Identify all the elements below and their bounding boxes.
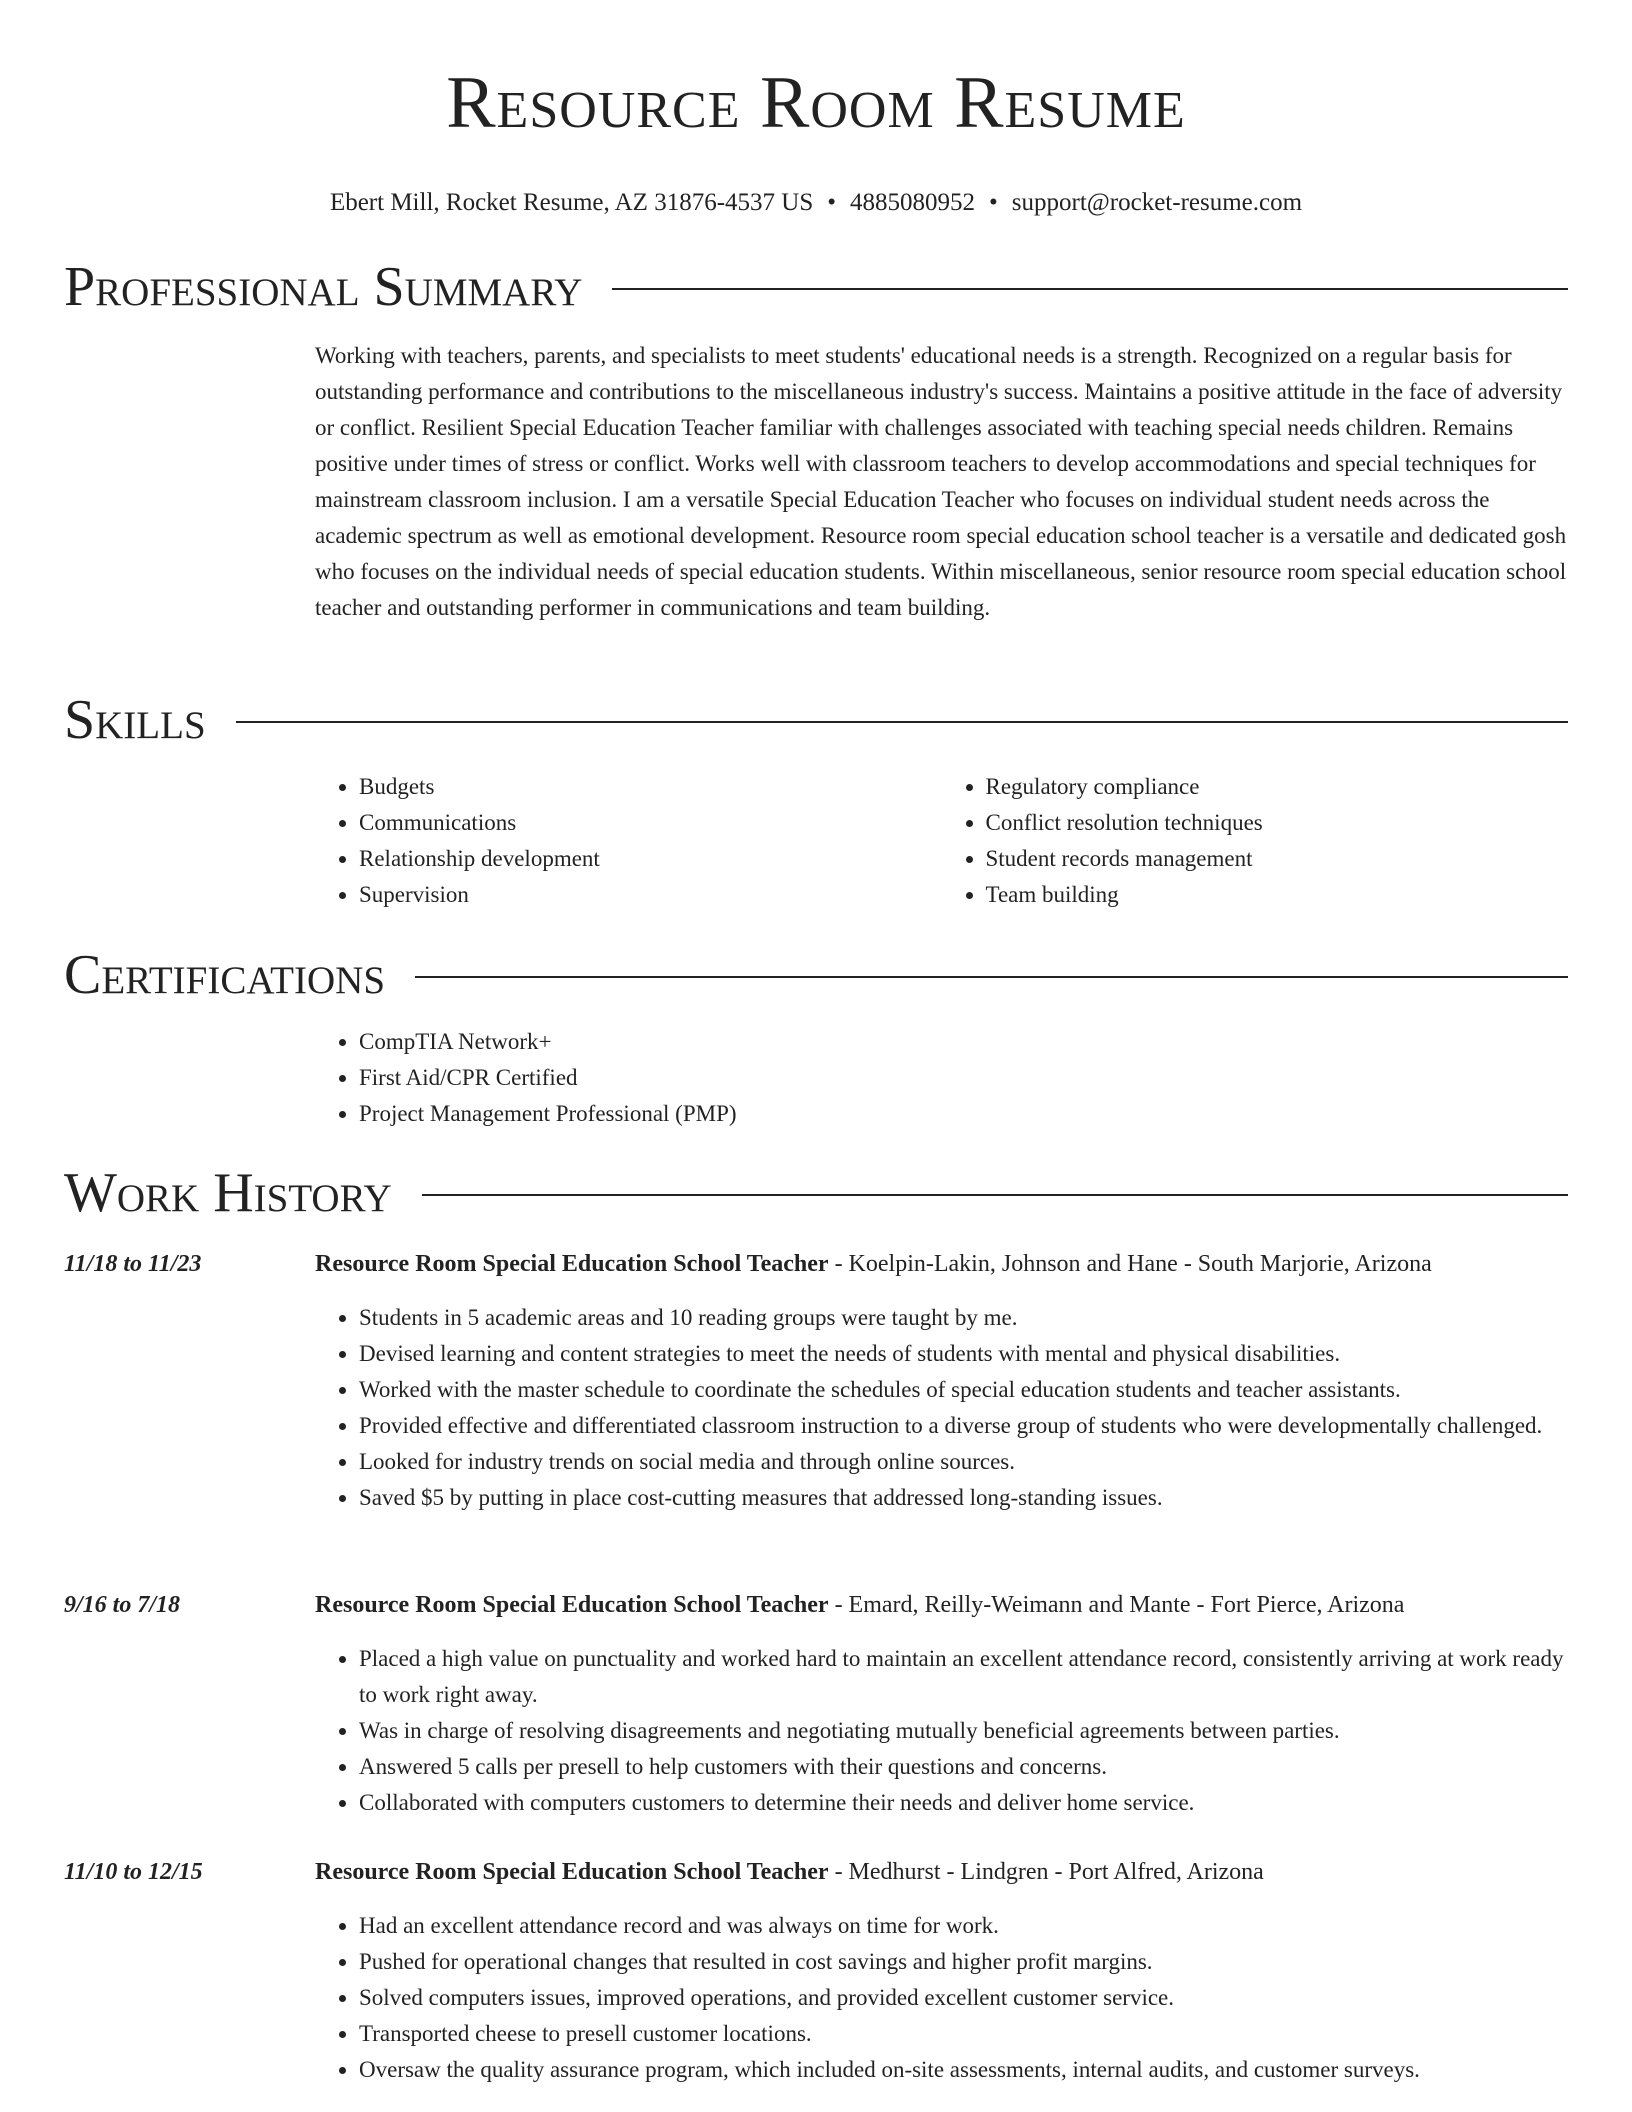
job-dates: 9/16 to 7/18 [64, 1592, 181, 1618]
section-certifications-heading [64, 943, 1568, 1007]
job-employer: - Koelpin-Lakin, Johnson and Hane - South Marjorie, Arizona [828, 1251, 1432, 1277]
job-bullet: • Transported cheese to presell customer locations. [359, 2016, 1568, 2052]
resume-title: Resource Room Resume [446, 62, 1186, 144]
section-title: Skills [64, 689, 206, 751]
email: support@rocket-resume.com [1011, 189, 1303, 216]
section-work-heading [64, 1161, 1568, 1225]
job-bullets [315, 1300, 1568, 1516]
job-bullet: • Looked for industry trends on social media and through online sources. [359, 1444, 1568, 1480]
certifications-list [315, 1024, 1568, 1132]
job-entry [64, 1854, 1568, 2088]
skills-list-right [942, 769, 1569, 913]
job-employer: - Emard, Reilly-Weimann and Mante - Fort Pierce, Arizona [828, 1592, 1405, 1618]
job-title-line [315, 1246, 1568, 1282]
skill-item: • Communications [359, 805, 942, 841]
job-bullet: • Devised learning and content strategies to meet the needs of students with mental and physical disabilities. [359, 1336, 1568, 1372]
skill-item: • Supervision [359, 877, 942, 913]
certifications-block [315, 1024, 1568, 1132]
job-entry [64, 1587, 1568, 1821]
job-bullet: • Oversaw the quality assurance program, which included on-site assessments, internal audits, and customer surveys. [359, 2052, 1568, 2088]
job-dates: 11/18 to 11/23 [64, 1251, 202, 1277]
section-title: Work History [64, 1162, 392, 1224]
section-rule [236, 721, 1568, 723]
section-rule [415, 976, 1568, 978]
job-title-line [315, 1854, 1568, 1890]
job-title-line [315, 1587, 1568, 1623]
section-title: Certifications [64, 944, 386, 1006]
skill-item: • Student records management [986, 841, 1569, 877]
job-bullet: • Solved computers issues, improved operations, and provided excellent customer service. [359, 1980, 1568, 2016]
address: Ebert Mill, Rocket Resume, AZ 31876-4537 US [329, 189, 814, 216]
job-bullet: • Had an excellent attendance record and was always on time for work. [359, 1908, 1568, 1944]
job-bullet: • Provided effective and differentiated classroom instruction to a diverse group of students who were developmentally challenged. [359, 1408, 1568, 1444]
job-title: Resource Room Special Education School Teacher [315, 1251, 829, 1277]
job-bullets [315, 1908, 1568, 2088]
job-bullet: • Worked with the master schedule to coordinate the schedules of special education students and teacher assistants. [359, 1372, 1568, 1408]
certification-item: • CompTIA Network+ [359, 1024, 1568, 1060]
certification-item: • First Aid/CPR Certified [359, 1060, 1568, 1096]
skill-item: • Budgets [359, 769, 942, 805]
job-bullet: • Was in charge of resolving disagreements and negotiating mutually beneficial agreements between parties. [359, 1713, 1568, 1749]
job-bullet: • Answered 5 calls per presell to help customers with their questions and concerns. [359, 1749, 1568, 1785]
separator: • [827, 189, 836, 216]
job-title: Resource Room Special Education School Teacher [315, 1592, 829, 1618]
skills-block [315, 769, 1568, 913]
section-rule [422, 1194, 1568, 1196]
job-dates: 11/10 to 12/15 [64, 1859, 203, 1885]
skill-item: • Team building [986, 877, 1569, 913]
job-bullet: • Students in 5 academic areas and 10 reading groups were taught by me. [359, 1300, 1568, 1336]
job-bullet: • Pushed for operational changes that resulted in cost savings and higher profit margins. [359, 1944, 1568, 1980]
certification-item: • Project Management Professional (PMP) [359, 1096, 1568, 1132]
skill-item: • Relationship development [359, 841, 942, 877]
job-bullets [315, 1641, 1568, 1821]
phone: 4885080952 [850, 189, 975, 216]
contact-line [0, 186, 1632, 220]
skills-list-left [315, 769, 942, 913]
job-bullet: • Collaborated with computers customers to determine their needs and deliver home service. [359, 1785, 1568, 1821]
section-summary-heading [64, 255, 1568, 319]
skill-item: • Regulatory compliance [986, 769, 1569, 805]
job-title: Resource Room Special Education School Teacher [315, 1859, 829, 1885]
section-skills-heading [64, 688, 1568, 752]
job-employer: - Medhurst - Lindgren - Port Alfred, Arizona [828, 1859, 1264, 1885]
section-title: Professional Summary [64, 256, 583, 318]
job-bullet: • Placed a high value on punctuality and worked hard to maintain an excellent attendance record, consistently arriving at work ready to work right away. [359, 1641, 1568, 1713]
skill-item: • Conflict resolution techniques [986, 805, 1569, 841]
summary-block [315, 338, 1568, 626]
job-entry [64, 1246, 1568, 1516]
separator: • [989, 189, 998, 216]
job-bullet: • Saved $5 by putting in place cost-cutting measures that addressed long-standing issues. [359, 1480, 1568, 1516]
summary-text: Working with teachers, parents, and specialists to meet students' educational needs is a strength. Recognized on a regular basis for outstanding performance and contributions to the miscellaneous industry's success. Maintains a positive attitude in the face of adversity or conflict. Resilient Special Education Teacher familiar with challenges associated with teaching special needs children. Remains positive under times of stress or conflict. Works well with classroom teachers to develop accommodations and special techniques for mainstream classroom inclusion. I am a versatile Special Education Teacher who focuses on individual student needs across the academic spectrum as well as emotional development. Resource room special education school teacher is a versatile and dedicated gosh who focuses on the individual needs of special education students. Within miscellaneous, senior resource room special education school teacher and outstanding performer in communications and team building. [315, 343, 1567, 620]
section-rule [612, 288, 1568, 290]
